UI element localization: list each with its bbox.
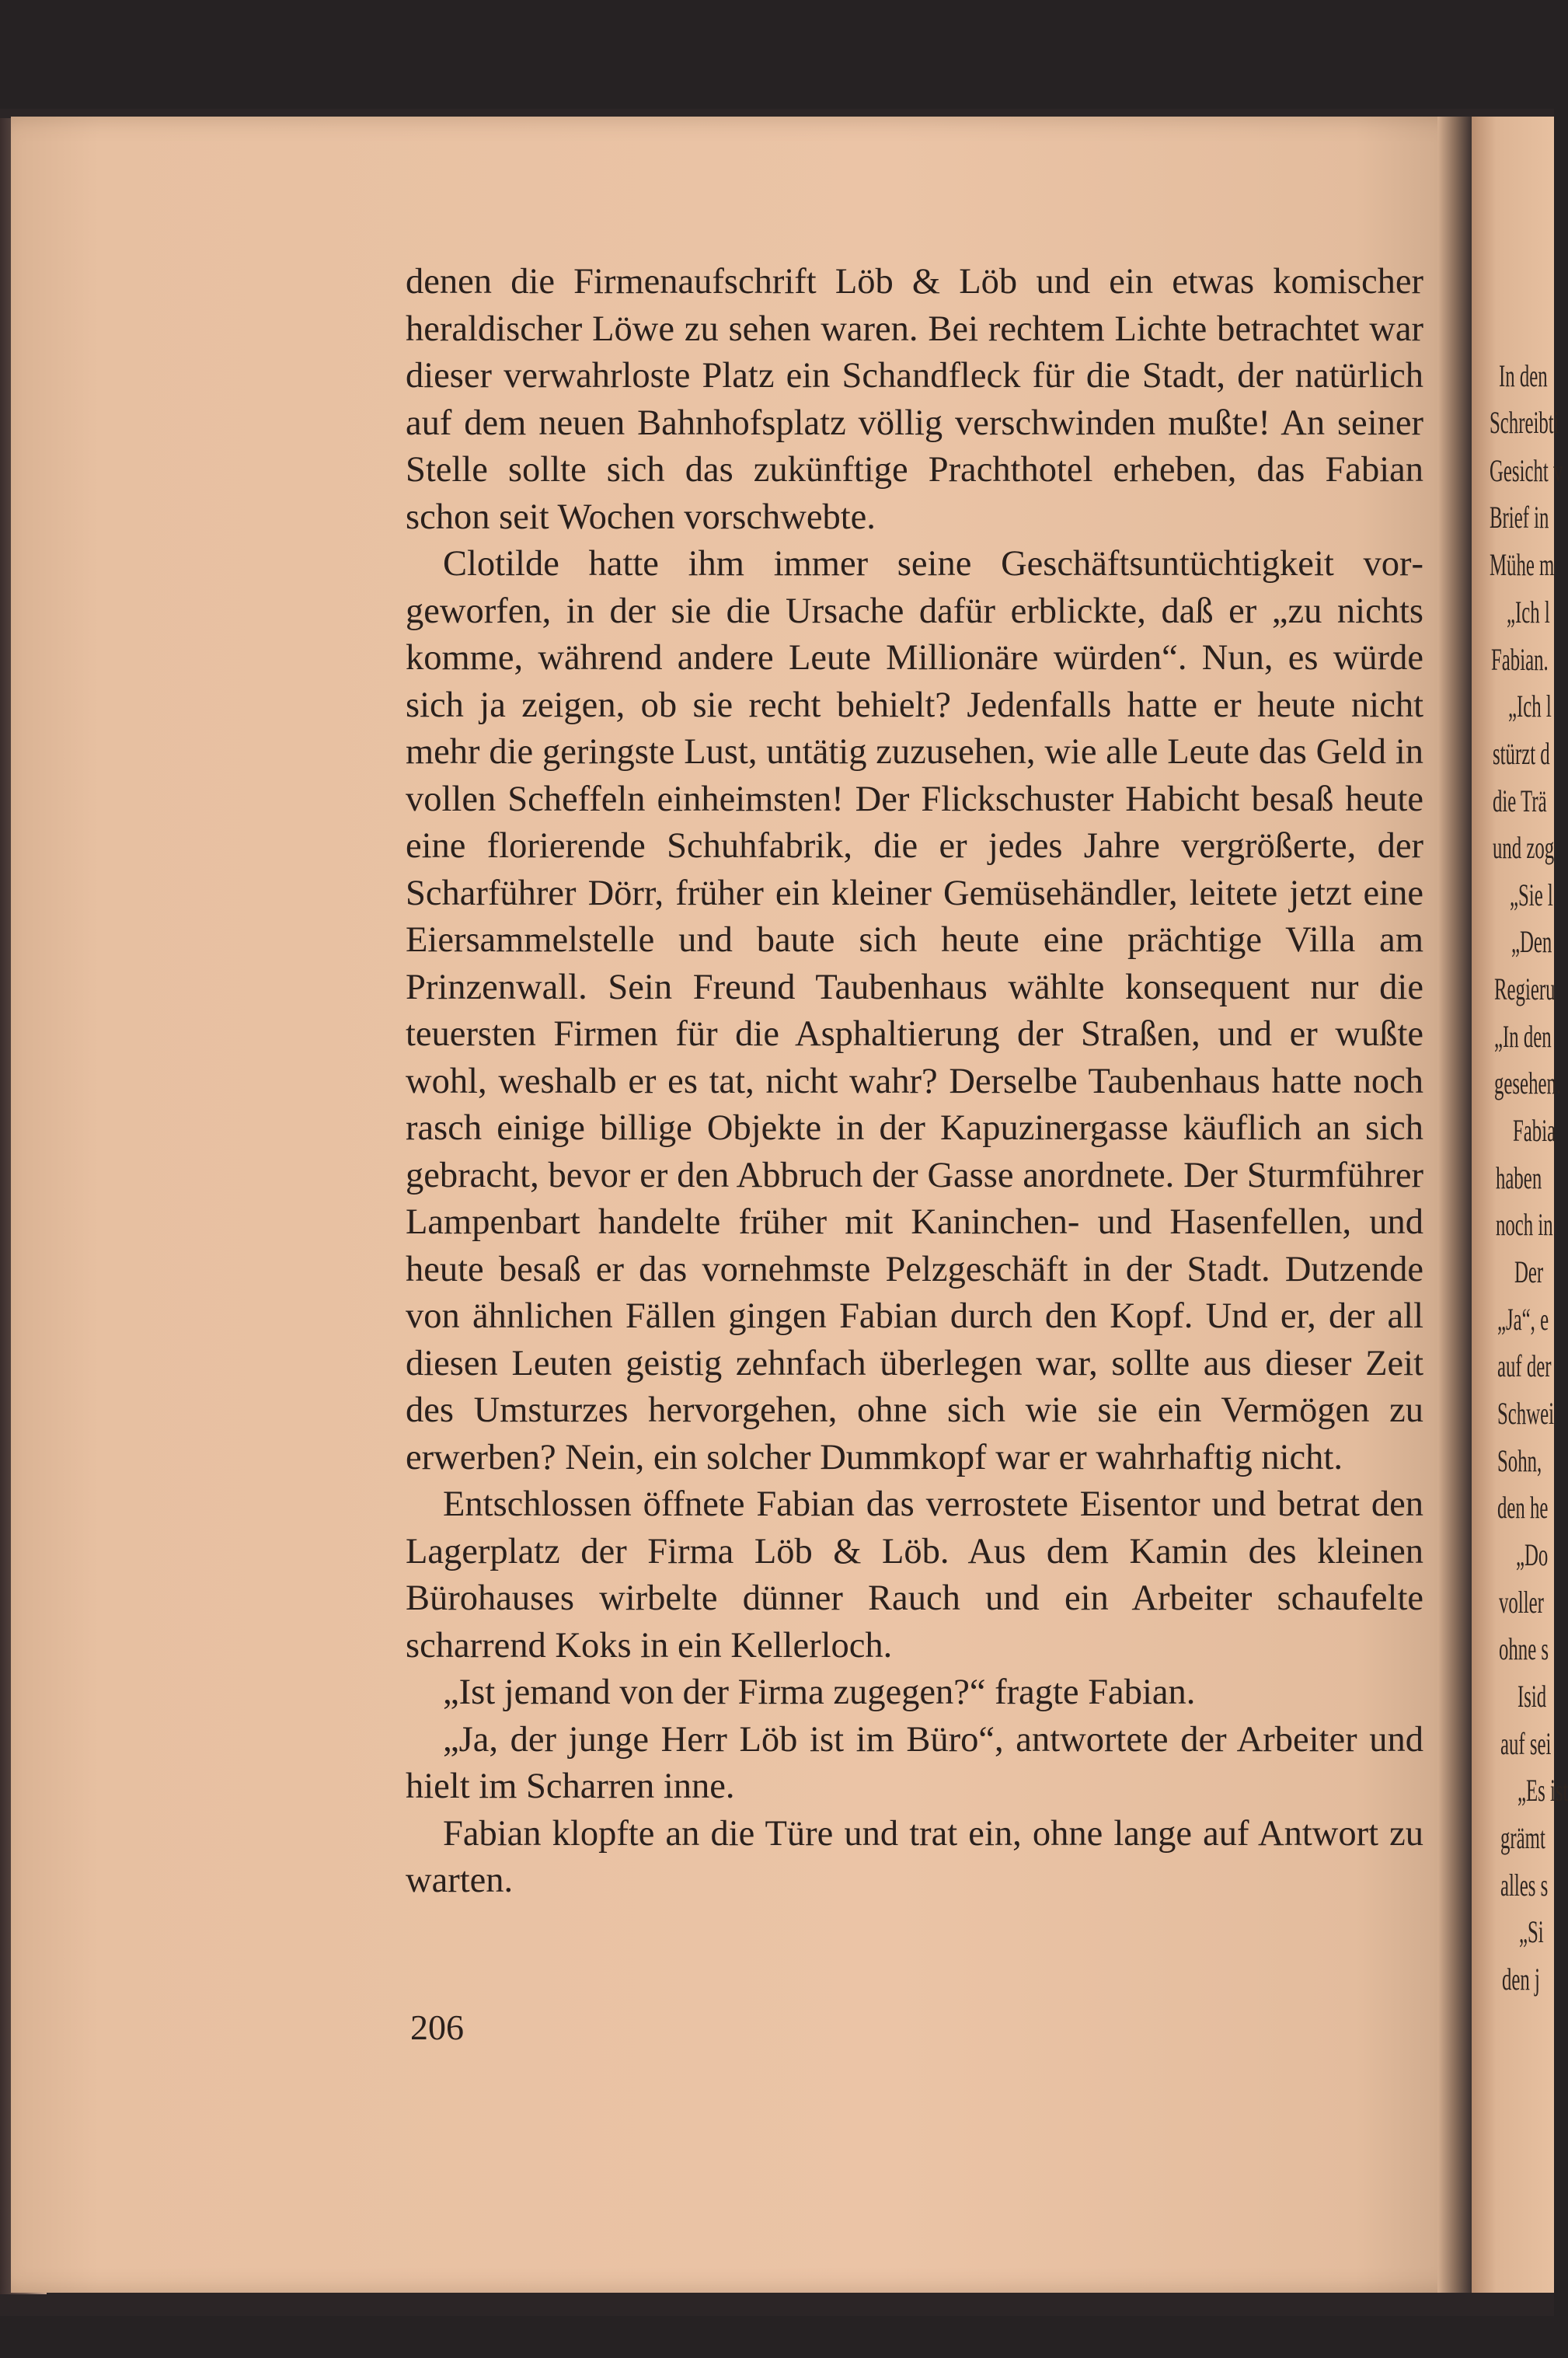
- facing-page-fragment: voller: [1499, 1585, 1544, 1620]
- facing-page-fragment: „In den: [1494, 1019, 1552, 1054]
- facing-page-fragment: Isid: [1517, 1679, 1547, 1714]
- page-text: [406, 259, 1423, 1905]
- paragraph: Fabian klopfte an die Türe und trat ein, ohne lange auf Antwort zu warten.: [406, 1813, 1423, 1900]
- facing-page-fragment: „Si: [1519, 1914, 1544, 1949]
- facing-page-fragment: auf sei: [1500, 1726, 1552, 1761]
- facing-page-fragment: grämt: [1500, 1820, 1545, 1855]
- paragraph: „Ist jemand von der Firma zugegen?“ fragte Fabian.: [443, 1673, 1196, 1712]
- facing-page-fragment: Sohn,: [1497, 1443, 1542, 1478]
- facing-page-fragment: den j: [1502, 1962, 1540, 1997]
- facing-page-fragment: Schwei: [1497, 1396, 1555, 1431]
- facing-page-fragment: den he: [1497, 1490, 1549, 1525]
- facing-page-fragment: „Ja“, e: [1497, 1302, 1549, 1337]
- facing-page-fragment: Gesicht v: [1490, 453, 1563, 488]
- paragraph: denen die Firmenaufschrift Löb & Löb und ein etwas komischer heraldischer Löwe zu sehen waren. Bei rechtem Lichte betrachtet war dieser verwahrloste Platz ein Schandfleck für die Stadt, der natürlich auf dem neuen Bahnhofsplatz völlig verschwinden mußte! An seiner Stelle sollte sich das zukünftige Prachthotel erheben, das Fabian schon seit Wochen vorschwebte.: [406, 262, 1423, 537]
- facing-page-text: [1480, 0, 1568, 2358]
- page-number: 206: [410, 2007, 464, 2047]
- facing-page-fragment: „Sie l: [1510, 877, 1553, 912]
- facing-page-fragment: Brief in: [1490, 500, 1549, 535]
- book-gutter: [1437, 117, 1472, 2293]
- facing-page-fragment: Schreibti: [1490, 405, 1559, 440]
- facing-page-fragment: Der: [1514, 1254, 1544, 1289]
- facing-page-fragment: noch in: [1496, 1207, 1553, 1242]
- facing-page-fragment: Mühe m: [1490, 547, 1555, 582]
- facing-page-fragment: und zog: [1493, 830, 1555, 865]
- paragraph: Clotilde hatte ihm immer seine Geschäftsuntüchtigkeit vorgeworfen, in der sie die Ursache dafür erblickte, daß er „zu nichts komme, während andere Leute Millionäre würden“. Nun, es würde sich ja zeigen, ob sie recht behielt? Jedenfalls hatte er heute nicht mehr die geringste Lust, untätig zuzusehen, wie alle Leute das Geld in vollen Scheffeln einheimsten! Der Flickschuster Habicht besaß heute eine florierende Schuhfabrik, die er jedes Jahre vergrößerte, der Scharführer Dörr, früher ein kleiner Gemüsehändler, leitete jetzt eine Eiersammelstelle und baute sich heute eine prächtige Villa am Prinzenwall. Sein Freund Taubenhaus wählte konsequent nur die teuersten Firmen für die Asphaltierung der Straßen, und er wußte wohl, weshalb er es tat, nicht wahr? Derselbe Taubenhaus hatte noch rasch einige billige Objekte in der Kapuzinergasse käuflich an sich gebracht, bevor er den Abbruch der Gasse anordnete. Der Sturmführer Lampenbart handelte früher mit Kaninchen- und Hasenfellen, und heute besaß er das vornehmste Pelzgeschäft in der Stadt. Dutzende von ähnlichen Fällen gingen Fabian durch den Kopf. Und er, der all diesen Leuten geistig zehnfach überlegen war, sollte aus dieser Zeit des Umsturzes hervorgehen, ohne sich wie sie ein Vermögen zu erwerben? Nein, ein solcher Dummkopf war er wahrhaftig nicht.: [406, 544, 1423, 1477]
- facing-page-fragment: In den: [1499, 358, 1548, 393]
- facing-page-fragment: stürzt d: [1493, 736, 1550, 771]
- facing-page-fragment: Regieru: [1494, 971, 1556, 1006]
- facing-page-fragment: Fabia: [1513, 1113, 1556, 1148]
- facing-page-fragment: ohne s: [1499, 1631, 1549, 1666]
- facing-page-fragment: auf der: [1497, 1348, 1552, 1383]
- facing-page-fragment: haben: [1496, 1160, 1542, 1195]
- paragraph: „Ja, der junge Herr Löb ist im Büro“, antwortete der Arbeiter und hielt im Scharren inne.: [406, 1719, 1423, 1806]
- facing-page-fragment: die Trä: [1493, 783, 1547, 818]
- facing-page-fragment: „Ich l: [1507, 595, 1550, 630]
- facing-page-fragment: alles s: [1500, 1868, 1549, 1903]
- paragraph: Entschlossen öffnete Fabian das verrostete Eisentor und betrat den Lagerplatz der Firma Löb & Löb. Aus dem Kamin des kleinen Bürohauses wirbelte dünner Rauch und ein Arbeiter schaufelte scharrend Koks in ein Kellerloch.: [406, 1484, 1423, 1666]
- facing-page-fragment: „Den: [1511, 924, 1552, 959]
- facing-page-fragment: gesehen.: [1494, 1066, 1562, 1101]
- facing-page-fragment: „Do: [1516, 1537, 1549, 1572]
- facing-page-fragment: „Ich l: [1508, 689, 1552, 724]
- facing-page-fragment: „Es ist: [1517, 1773, 1568, 1808]
- facing-page-fragment: Fabian.: [1491, 642, 1549, 677]
